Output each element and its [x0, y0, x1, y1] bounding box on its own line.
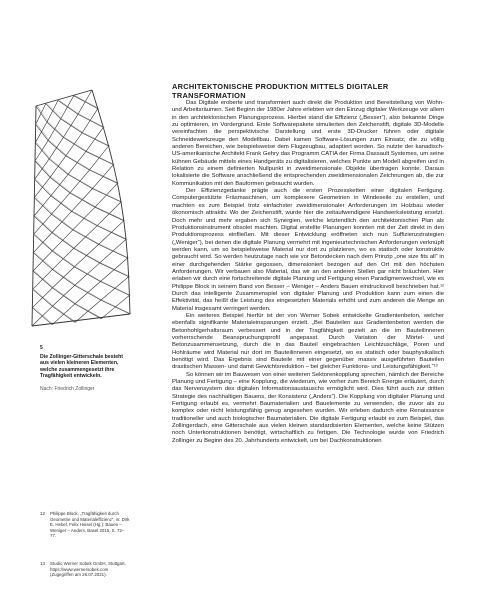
lattice-member — [47, 122, 63, 137]
lattice-member — [61, 96, 74, 119]
lattice-member — [83, 133, 109, 146]
lattice-member — [36, 124, 48, 140]
lattice-member — [63, 114, 78, 137]
lattice-member — [36, 179, 52, 195]
lattice-member — [52, 267, 74, 288]
lattice-member — [33, 233, 52, 253]
lattice-member — [34, 198, 51, 215]
lattice-member — [102, 300, 131, 314]
lattice-member — [48, 119, 61, 141]
zollinger-lattice-figure — [22, 88, 140, 336]
lattice-member — [52, 214, 73, 230]
lattice-member — [35, 216, 53, 233]
lattice-member — [68, 174, 92, 188]
lattice-member — [102, 282, 131, 296]
lattice-member — [51, 177, 71, 193]
lattice-member — [69, 174, 93, 188]
lattice-member — [51, 159, 70, 174]
lattice-member — [117, 183, 121, 202]
lattice-member — [100, 244, 129, 258]
lattice-member — [74, 226, 97, 249]
lattice-member — [76, 267, 102, 282]
lattice-member — [86, 127, 103, 151]
lattice-member — [68, 151, 86, 174]
lattice-member — [50, 156, 66, 177]
lattice-member — [35, 161, 50, 177]
lattice-member — [33, 251, 52, 271]
lattice-member — [32, 306, 52, 326]
lattice-member — [35, 234, 54, 251]
lattice-member — [33, 269, 53, 289]
lattice-member — [34, 196, 51, 216]
lattice-member — [129, 277, 130, 296]
lattice-member — [121, 202, 124, 221]
lattice-member — [98, 109, 104, 128]
lattice-member — [36, 104, 46, 125]
lattice-member — [52, 285, 74, 306]
lattice-member — [35, 122, 47, 143]
footnote-number: 13 — [40, 561, 45, 566]
lattice-member — [49, 137, 63, 159]
lattice-member — [63, 137, 86, 151]
lattice-member — [47, 104, 62, 119]
lattice-member — [74, 244, 98, 267]
lattice-member — [92, 165, 113, 189]
lattice-member — [101, 295, 129, 318]
section-heading: ARCHITEKTONISCHE PRODUKTION MITTELS DIGITALER TRANSFORMATION — [172, 82, 389, 100]
lattice-member — [35, 143, 49, 159]
lattice-member — [71, 193, 96, 207]
lattice-member — [82, 109, 98, 133]
lattice-member — [48, 141, 66, 156]
footnote-12 — [40, 511, 130, 539]
lattice-member — [73, 211, 99, 225]
lattice-member — [50, 177, 70, 193]
lattice-member — [32, 288, 52, 308]
lattice-member — [99, 221, 124, 245]
lattice-member — [49, 141, 67, 156]
lattice-member — [61, 119, 82, 133]
lattice-member — [129, 295, 130, 314]
lattice-member — [86, 151, 113, 164]
lattice-member — [34, 289, 54, 306]
lattice-member — [36, 161, 51, 177]
lattice-member — [52, 230, 72, 251]
lattice-member — [35, 179, 51, 195]
lattice-member — [100, 258, 127, 282]
lattice-member — [73, 207, 95, 230]
lattice-member — [65, 137, 88, 151]
lattice-member — [113, 165, 117, 184]
lattice-member — [67, 156, 91, 170]
lattice-member — [75, 248, 101, 263]
lattice-member — [53, 214, 74, 230]
lattice-member — [101, 263, 130, 277]
lattice-member — [101, 277, 129, 300]
lattice-member — [75, 263, 100, 285]
lattice-member — [34, 216, 52, 233]
footnote-text: Studio Werner Sobek GmbH, Stuttgart, https://www.wernersobek.com (Zugegriffen am 26.07.2021). — [50, 561, 126, 577]
footnote-text: Philippe Block, „Tragfähigkeit durch Geometrie und Materialeffizienz“, in: Dirk E. Hebel, Felix Heisel (Hg.): Bauen – Weniger – Anders, Basel 2015, S. 72–77. — [50, 511, 130, 538]
lattice-member — [72, 189, 93, 212]
lattice-member — [35, 159, 49, 179]
lattice-member — [82, 133, 108, 146]
lattice-member — [51, 174, 68, 195]
lattice-shell-drawing — [22, 88, 140, 336]
lattice-member — [37, 143, 51, 159]
lattice-member — [124, 221, 126, 240]
lattice-member — [128, 258, 129, 277]
paragraph: So können wir im Bauwesen von einer weiteren Sektorenkopplung sprechen, nämlich der Bereiche Planung und Fertigung – eine Kopplung, die wiederum, wie vorher zum Bereich Energie erläutert, durch das Nervensystem des digitalen Informationsaustauschs ermöglicht wird. Dies führt auch zur dritten Strategie des nachhaltigen Bauens, der Konsistenz („Anders“). Die Kopplung von digitaler Planung und Fertigung erlaubt es, vermehrt Baumaterialien und Bauelemente zu verwenden, die zuvor als zu komplex oder nicht leistungsfähig genug angesehen wurden. Wir erleben dadurch eine Renaissance traditioneller und auch biologischer Baumaterialien. Die digitale Fertigung erlaubt es zum Beispiel, das Zollingerdach, eine Gitterschale aus vielen kleinen standardisierten Elementen, welche keine Stützen noch Unterkonstruktionen benötigt, wirtschaftlich zu fertigen. Die Technologie wurde von Friedrich Zollinger zu Beginn des 20. Jahrhunderts entwickelt, um bei Dachkonstruktionen — [172, 371, 444, 444]
lattice-member — [59, 100, 79, 114]
lattice-member — [49, 159, 68, 174]
lattice-member — [98, 226, 127, 240]
lattice-member — [95, 207, 124, 220]
lattice-member — [52, 193, 70, 214]
lattice-member — [52, 196, 73, 212]
lattice-member — [126, 239, 128, 258]
lattice-member — [66, 156, 90, 170]
lattice-member — [95, 183, 117, 207]
footnote-number: 12 — [40, 511, 45, 516]
lattice-member — [35, 253, 54, 270]
lattice-member — [70, 170, 90, 193]
figure-number: 5 — [40, 345, 43, 351]
body-text-column — [172, 100, 444, 445]
lattice-member — [89, 146, 108, 170]
lattice-member — [52, 248, 73, 269]
footnote-13 — [40, 561, 130, 578]
lattice-member — [34, 214, 52, 234]
lattice-member — [70, 193, 95, 207]
lattice-member — [37, 124, 49, 140]
lattice-member — [34, 177, 50, 197]
lattice-member — [94, 189, 123, 202]
lattice-member — [62, 119, 83, 133]
lattice-member — [34, 308, 54, 325]
lattice-member — [58, 100, 78, 114]
lattice-member — [76, 285, 102, 300]
lattice-member — [53, 233, 75, 249]
lattice-member — [76, 304, 102, 319]
lattice-member — [100, 239, 126, 263]
lattice-member — [35, 141, 48, 161]
lattice-member — [75, 282, 101, 304]
lattice-member — [96, 207, 125, 220]
lattice-member — [47, 100, 58, 122]
paragraph: Das Digitale eroberte und transformiert auch direkt die Produktion und Bereitstellung von Wohn- und Arbeitsräumen. Seit Beginn der 1980er Jahre erlebten wir den Einzug digitaler Werkzeuge vor allem in den architektonischen Planungsprozess. Hierbei stand die Effizienz („Besser“), also bekannte Dinge zu optimieren, im Vordergrund. Erste Softwarepakete simulierten den Zeichenstift, digitale 3D-Modelle vereinfachten die perspektivische Darstellung und erste 3D-Drucker führen oder digitale Schneidewerkzeuge den Modellbau. Dabei kamen Software-Lösungen zum Einsatz, die zu völlig anderen Bereichen, wie beispielsweise dem Flugzeugbau, adaptiert worden. So nutzte der kanadisch-US-amerikanische Architekt Frank Gehry das Programm CATIA der Firma Dassault Systemes, um seine kühnen Gebäude mittels eines Handgeräts zu digitalisieren, welches Punkte am Modell abgreifen und in Relation zu einem definierten Nullpunkt in zweidimensionale Objekte übertragen konnte. Daraus lokalisierte die Software anschließend die entsprechenden zweidimensionalen Zeichnungen ab, die zur Kommunikation mit den Bauformen gebraucht wurden. — [172, 100, 444, 187]
lattice-member — [37, 106, 48, 122]
lattice-member — [46, 104, 61, 119]
lattice-member — [89, 170, 117, 183]
lattice-member — [51, 196, 72, 212]
lattice-member — [72, 211, 98, 225]
figure-source: Nach: Friedrich Zollinger — [40, 386, 95, 392]
lattice-member — [78, 114, 103, 127]
lattice-member — [66, 133, 82, 156]
figure-caption: Die Zollinger-Gitterschale besteht aus vielen kleineren Elementen, welche zusammengesetzt ihre Tragfähigkeit entwickeln. — [40, 354, 124, 380]
lattice-member — [36, 198, 53, 215]
paragraph: Der Effizienzgedanke prägte auch die ersten Prozessketten einer digitalen Fertigung. Computergestützte Fräsmaschinen, um komplexere Geometrien in Windeseile zu erstellen, und machten es zum Beispiel trotz einfachster zweidimensionaler Anforderungen im Holzbau wieder ökonomisch attraktiv. Wo der Zeichenstift, wurde hier die zeitaufwendigere Handwerksleistung ersetzt. Doch mehr und mehr ergaben sich Synergien, welche letztendlich den architektonischen Plan als Produktionsinstrument obsolet machten. Digital erstellte Planungen konnten mit der Zeit direkt in den Produktionsprozess einfließen. Mit dieser Entwicklung eröffneten sich nun Suffizienzstrategien („Weniger“), bei denen die digitale Planung vermehrt mit ingenieurtechnischen Anforderungen verknüpft werden kann, um so beispielsweise Material nur dort zu platzieren, wo es statisch oder konstruktiv gebraucht wird. So werden heutzutage nach wie vor Betondecken nach dem Prinzip „one size fits all“ in einer durchgehenden Stärke gegossen, dimensioniert bezogen auf den Ort mit den höchsten Anforderungen. Wir verbauen also Material, das wir an den anderen Stellen gar nicht bräuchten. Hier erlaben wir durch eine fortschreitende digitale Planung und Fertigung einen Paradigmenwechsel, wie es Philippe Block in seinem Band von Besser – Weniger – Anders Bauen eindrucksvoll beschrieben hat.¹² Durch das intelligente Zusammenspiel von digitaler Planung und Produktion kann zum einen die Effektivität, das heißt die Leistung des eingesetzten Materials erhöht und zum anderen die Menge an Material insgesamt verringert werden. — [172, 188, 444, 312]
paragraph: Ein weiteres Beispiel hierfür ist der von Werner Sobek entwickelte Gradientenbeton, welcher ebenfalls signifikante Materialeinsparungen erzielt. „Bei Bauteilen aus Gradientenbeton werden die Betonhohlgerhaltsraum verbessert und in der Tragfähigkeit gezielt an die im Bauteilinneren vorherrschende Beanspruchungsprofil angepasst. Durch Variation der Mörtel- und Betonzusammensetzung, durch die in das Bauteil eingebrachten Leichtzuschläge, Poren und Hohlräume wird Material nur dort im Bauteilinneren eingesetzt, wo es statisch oder bauphysikalisch benötigt wird. Das Ergebnis sind Bauteile mit einer gegenüber massiv ausgeführten Bauteilen drastischen Massen- und damit Gewichtsreduktion – bei gleicher Funktions- und Leistungsfähigkeit.“¹³ — [172, 312, 444, 371]
lattice-member — [97, 202, 121, 226]
lattice-member — [92, 189, 121, 202]
lattice-member — [34, 271, 53, 288]
lattice-member — [52, 211, 72, 232]
lattice-member — [74, 230, 100, 244]
lattice-member — [48, 122, 64, 137]
